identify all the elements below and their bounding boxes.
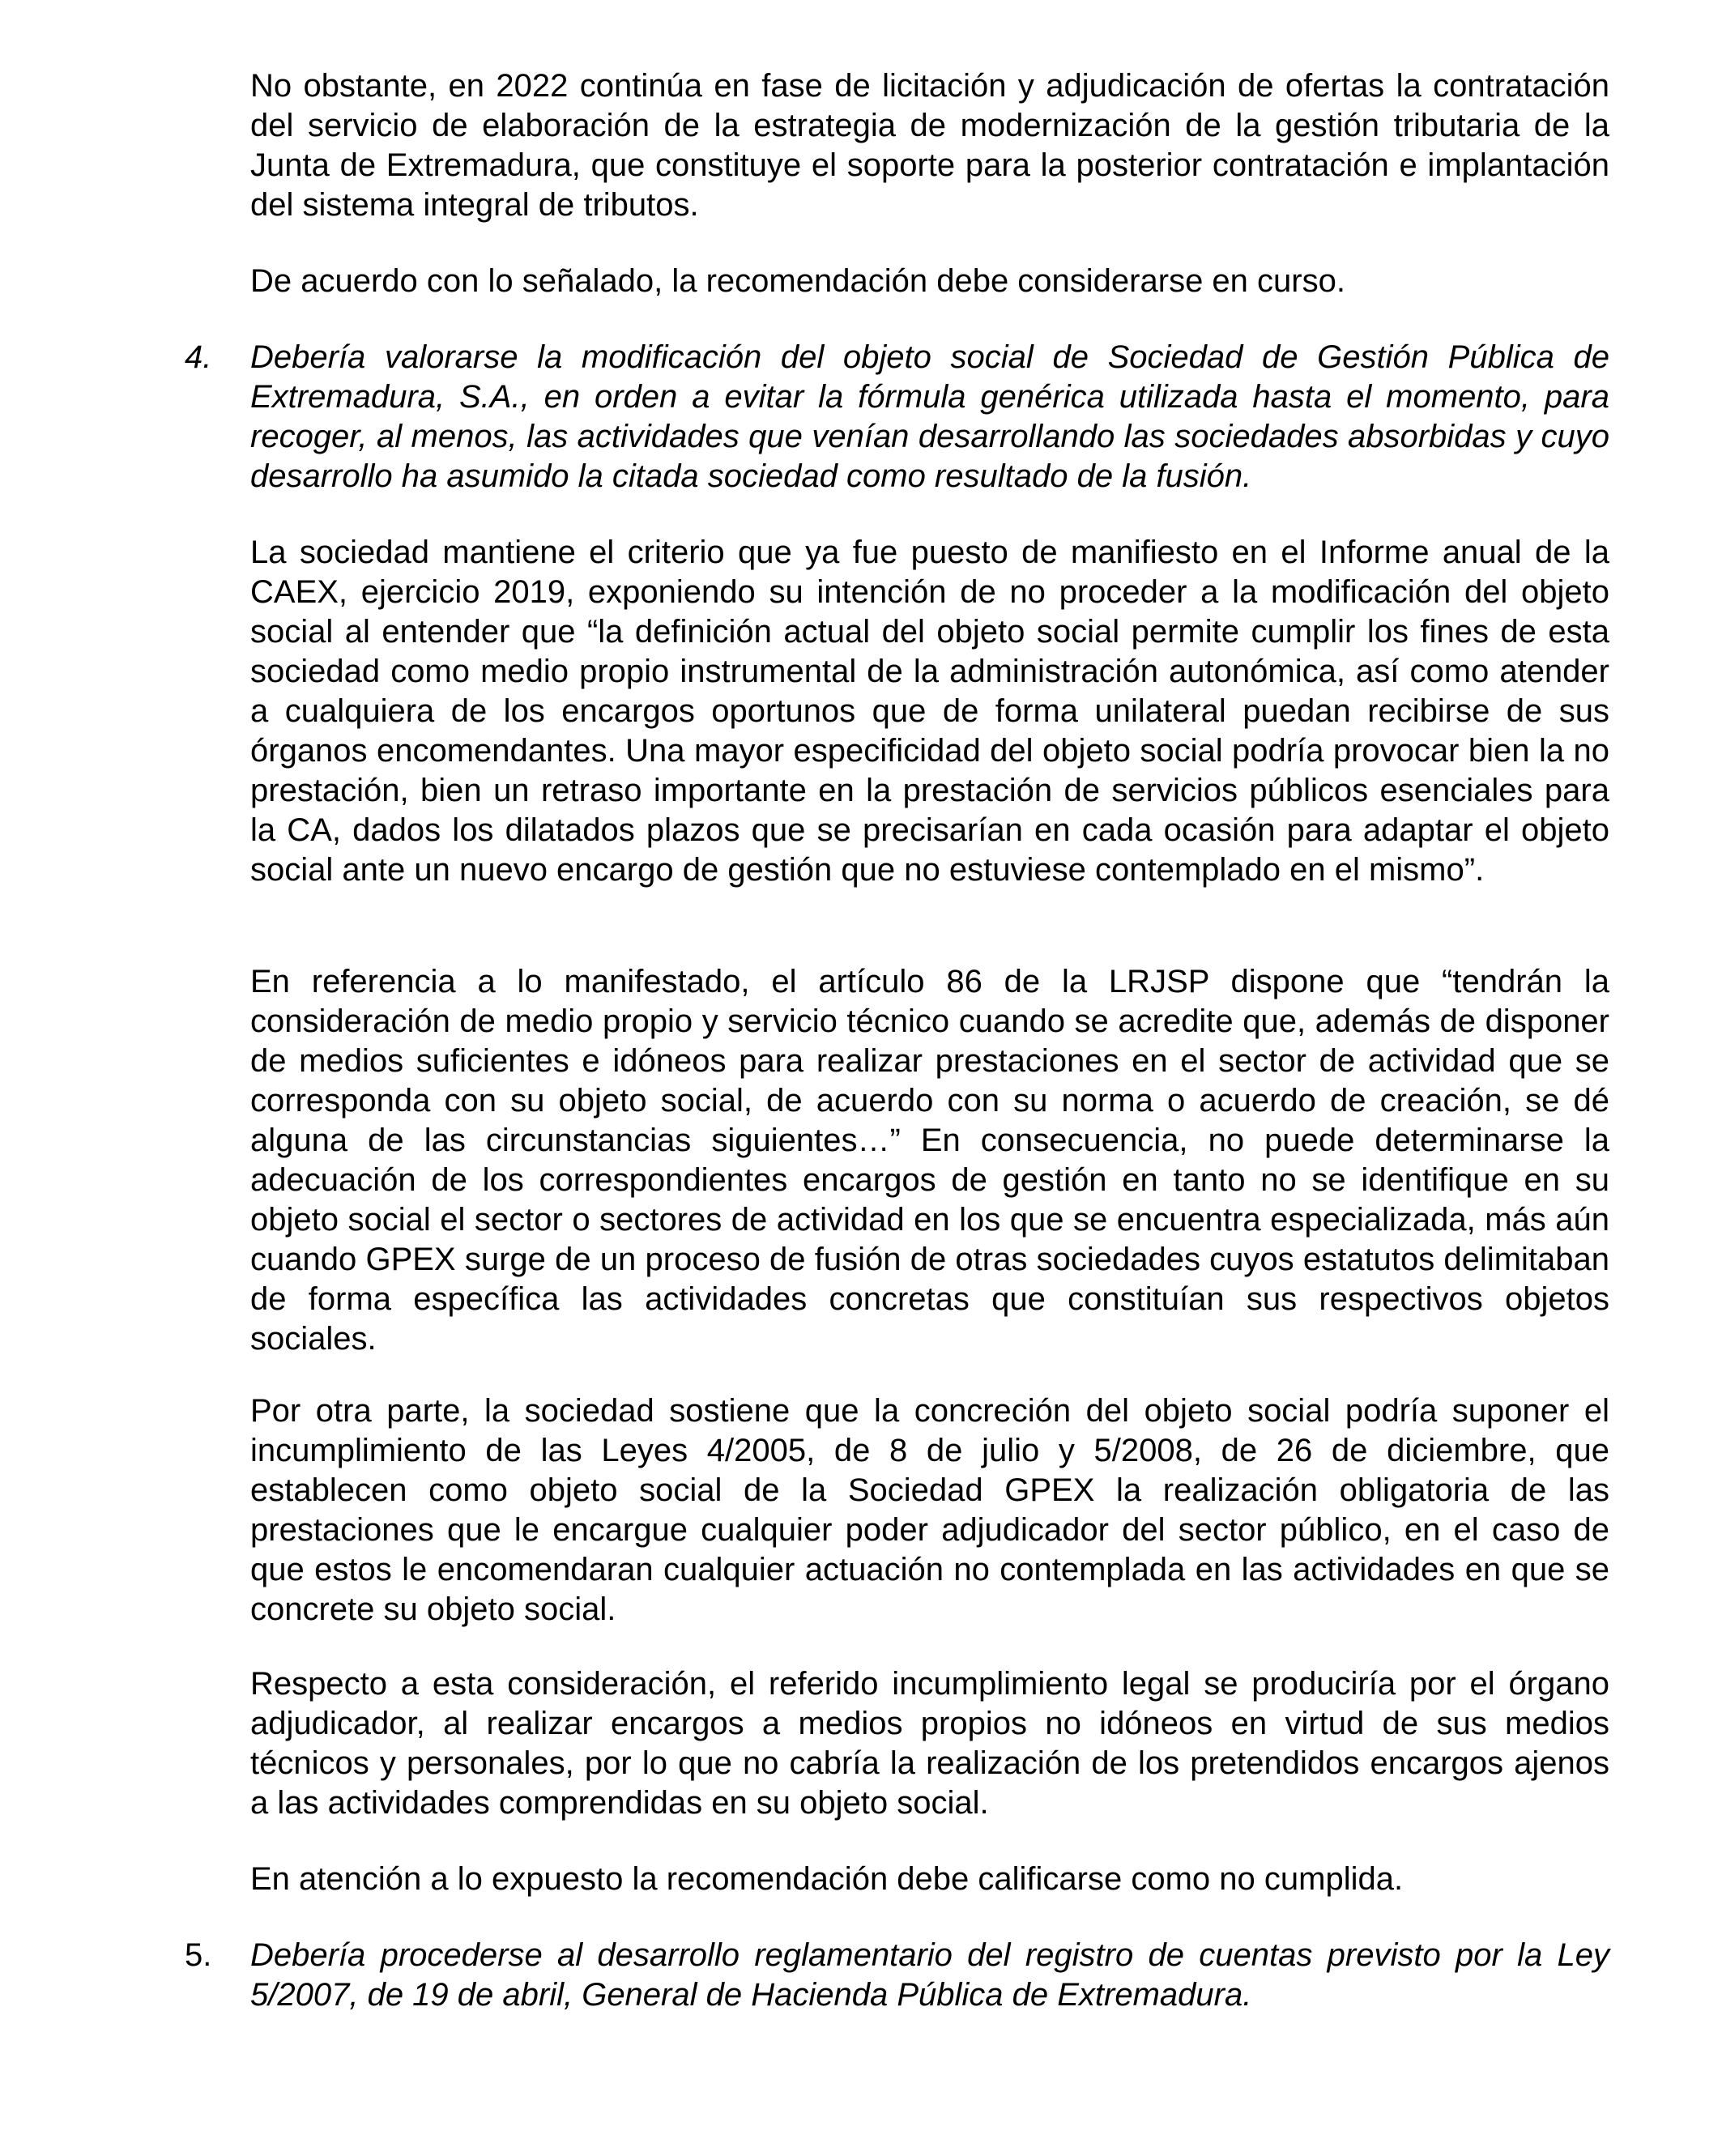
- paragraph-not-fulfilled: En atención a lo expuesto la recomendación debe calificarse como no cumplida.: [250, 1861, 1404, 1897]
- paragraph-legal-breach: Respecto a esta consideración, el referido incumplimiento legal se produciría por el órgano adjudicador, al realizar encargos a medios propios no idóneos en virtud de sus medios técnicos y personales, por lo que no cabría la realización de los pretendidos encargos ajenos a las actividades comprendidas en su objeto social.: [250, 1666, 1609, 1821]
- item-5-number: 5.: [185, 1937, 212, 1973]
- item-4-number: 4.: [185, 339, 212, 375]
- paragraph-laws-compliance: Por otra parte, la sociedad sostiene que la concreción del objeto social podría suponer el incumplimiento de las Leyes 4/2005, de 8 de julio y 5/2008, de 26 de diciembre, que establecen como objeto social de la Sociedad GPEX la realización obligatoria de las prestaciones que le encargue cualquier poder adjudicador del sector público, en el caso de que estos le encomendaran cualquier actuación no contemplada en las actividades en que se concrete su objeto social.: [250, 1393, 1609, 1627]
- paragraph-recommendation-in-progress: De acuerdo con lo señalado, la recomendación debe considerarse en curso.: [250, 263, 1345, 299]
- paragraph-tax-modernization: No obstante, en 2022 continúa en fase de licitación y adjudicación de ofertas la contratación del servicio de elaboración de la estrategia de modernización de la gestión tributaria de la Junta de Extremadura, que constituye el soporte para la posterior contratación e implantación del sistema integral de tributos.: [250, 68, 1609, 223]
- item-5-recommendation: Debería procederse al desarrollo reglamentario del registro de cuentas previsto por la Ley 5/2007, de 19 de abril, General de Hacienda Pública de Extremadura.: [250, 1937, 1609, 2013]
- item-4-recommendation: Debería valorarse la modificación del objeto social de Sociedad de Gestión Pública de Extremadura, S.A., en orden a evitar la fórmula genérica utilizada hasta el momento, para recoger, al menos, las actividades que venían desarrollando las sociedades absorbidas y cuyo desarrollo ha asumido la citada sociedad como resultado de la fusión.: [250, 339, 1609, 494]
- paragraph-article-86: En referencia a lo manifestado, el artículo 86 de la LRJSP dispone que “tendrán la consideración de medio propio y servicio técnico cuando se acredite que, además de disponer de medios suficientes e idóneos para realizar prestaciones en el sector de actividad que se corresponda con su objeto social, de acuerdo con su norma o acuerdo de creación, se dé alguna de las circunstancias siguientes…” En consecuencia, no puede determinarse la adecuación de los correspondientes encargos de gestión en tanto no se identifique en su objeto social el sector o sectores de actividad en los que se encuentra especializada, más aún cuando GPEX surge de un proceso de fusión de otras sociedades cuyos estatutos delimitaban de forma específica las actividades concretas que constituían sus respectivos objetos sociales.: [250, 964, 1609, 1357]
- paragraph-company-criterion: La sociedad mantiene el criterio que ya fue puesto de manifiesto en el Informe anual de la CAEX, ejercicio 2019, exponiendo su intención de no proceder a la modificación del objeto social al entender que “la definición actual del objeto social permite cumplir los fines de esta sociedad como medio propio instrumental de la administración autonómica, así como atender a cualquiera de los encargos oportunos que de forma unilateral puedan recibirse de sus órganos encomendantes. Una mayor especificidad del objeto social podría provocar bien la no prestación, bien un retraso importante en la prestación de servicios públicos esenciales para la CA, dados los dilatados plazos que se precisarían en cada ocasión para adaptar el objeto social ante un nuevo encargo de gestión que no estuviese contemplado en el mismo”.: [250, 535, 1609, 888]
